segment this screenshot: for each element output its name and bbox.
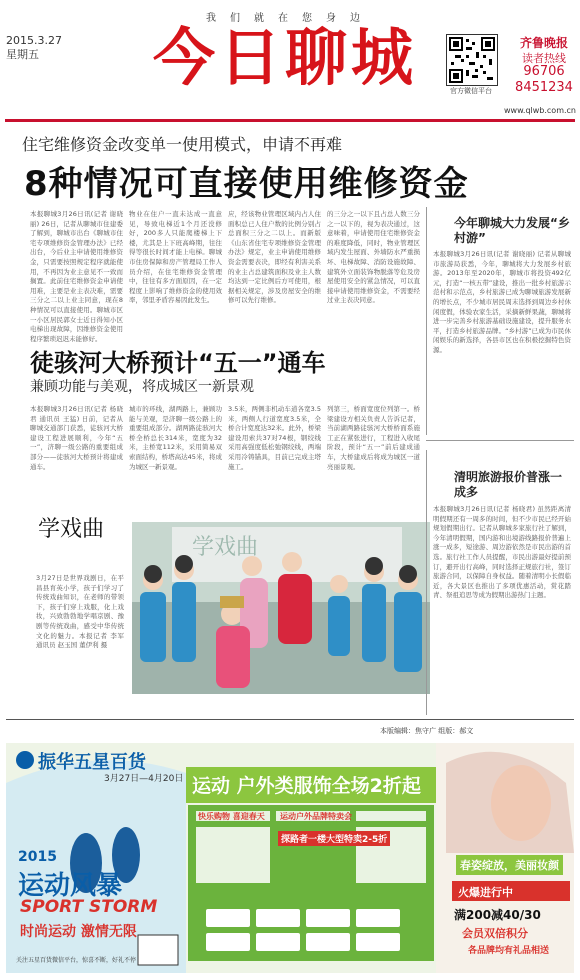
ad-banner: 运动 户外类服饰全场2折起 (192, 775, 421, 797)
story2-column: 列第三，桥面宽度位列第一。桥梁建设方相关负责人告诉记者，当前湖两路徒骇河大桥桥面系施工正在紧张进行，工程进入收尾阶段，预计“五一”前后建成通车，大桥建成后将成为城区一道亮丽景观。 (327, 405, 420, 471)
story1-column: 本报聊城3月26日讯(记者 谢晓丽) 26日，记者从聊城市住建委了解到，聊城市出台《聊城市住宅专项维修资金管理办法》已经出台，今后业主申请使用维修资金，只需要按照规定程序就能使用，不再因为业主意见不一致而搁置。此前住宅维修资金申请使用难，主要是业主表决难，需要三分之二以上业主同意，现在8种情况可以直接使用。聊城市区一小区居民郭女士近日得知小区电梯出现故障，因维修资金使用程序繁琐迟迟未能修好。 (30, 210, 123, 343)
column-divider (426, 207, 427, 435)
story3-caption: 3月27日是世界戏剧日，在平昌县育英小学，孩子们学习了传统戏曲知识，在老师的带领下，孩子们穿上戏服，化上戏妆，兴致勃勃地学唱京剧、豫剧等传统戏曲，感受中华传统文化的魅力。本报记者 李军 通讯员 赵玉国 董伊利 摄 (36, 574, 124, 650)
story1-subhead: 住宅维修资金改变单一使用模式，申请不再难 (22, 135, 343, 154)
ad-points: 会员双倍积分 (462, 927, 528, 940)
story2-headline: 徒骇河大桥预计“五一”通车 (30, 349, 326, 377)
date: 2015.3.27 (6, 34, 62, 47)
qr-caption: 官方微信平台 (450, 87, 492, 95)
story1-headline: 8种情况可直接使用维修资金 (24, 164, 469, 204)
issue-date (6, 34, 62, 62)
story1-column: 的三分之一以下且占总人数三分之一以下的，视为表决通过，这意味着，申请使用住宅维修资金的难度降低，同时，物业管理区域内发生屋面、外墙防水严重损坏、电梯故障、消防设施故障、建筑外立面装饰物脱落等危及房屋使用安全的紧急情况，可以直接申请使用维修资金，不需要经过业主表决同意。 (327, 210, 420, 305)
sidebar-story-title: 今年聊城大力发展“乡村游” (454, 216, 570, 245)
masthead (140, 22, 430, 94)
ad-sub-banner: 快乐购物 喜迎春天 (198, 812, 265, 821)
column-divider (426, 450, 427, 715)
story2-column: 本报聊城3月26日讯(记者 杨晓君 通讯员 王猛) 日前，记者从聊城交通部门获悉，徒骇河大桥建设工程进展顺利，今年“五一”，济聊一级公路的重要组成部分——徒骇河大桥预计将建成通车。 (30, 405, 123, 471)
story1-column: 应，经该物业管理区域内占人住面积总已人住户数的比例分别占总面积三分之二以上。而新版《山东省住宅专项维修资金管理办法》规定，业主申请使用维修资金需要表决，即经有利害关系的业主占总建筑面积及业主人数均达到一定比例后方可使用，根据相关规定，涉及房屋安全的维修可以先行维修。 (228, 210, 321, 305)
slogan: 我们就在您身边 (206, 13, 374, 24)
ad-gift: 各品牌均有礼品相送 (468, 946, 550, 956)
story1-column: 物业在住户一直未达成一直意见，导致电梯近1个月还没修好，200多人只能爬楼梯上下楼，尤其是上下班高峰期，往往得等很长时间才能上电梯。聊城市住房保障和房产管理局工作人员介绍，在住宅维修资金管理中，往往有多方面原因，在一定程度上影响了维修资金的使用效率，邻里矛盾容易因此发生。 (129, 210, 222, 305)
paper-name: 齐鲁晚报 (519, 36, 568, 50)
opera-photo (132, 522, 430, 694)
credits: 本版编辑：焦守广 组版：郝文 (380, 727, 474, 735)
section-divider (426, 440, 574, 441)
ad-hot: 火爆进行中 (458, 886, 513, 899)
ad-year: 2015 (18, 849, 57, 865)
website[interactable]: www.qlwb.com.cn (504, 106, 576, 115)
event-title: 运动风暴 (18, 871, 123, 901)
hotline-phone-2: 8451234 (515, 80, 573, 95)
story3-headline: 学戏曲 (38, 517, 105, 542)
photo-sign-text: 学戏曲 (192, 535, 259, 560)
event-slogan: 时尚运动 激情无限 (20, 924, 137, 940)
promo-dates: 3月27日—4月20日 (104, 774, 184, 784)
story2-column: 3.5米，两侧非机动车道各宽3.5米，两侧人行道宽度3.5米，全桥合计宽度达32米。此外，桥梁建设用索共37对74根，钢绞线采用高强度低松弛钢绞线，两端采用冷铸锚具，目前已完成主塔施工。 (228, 405, 321, 471)
ad-feature: 探路者一楼大型特卖2-5折 (278, 831, 390, 846)
story4-text: 本报聊城3月26日讯(记者 杨晓君) 虽然距离清明假期还有一周多的时间，但不少市民已经开始规划假期出行。记者从聊城多家旅行社了解到，今年清明假期，国内游和出境游线路报价普遍上涨一成多，短途游、周边游依然是市民出游的首选。旅行社工作人员提醒，市民出游最好提前预订，避开出行高峰，同时选择正规旅行社，签订旅游合同，以保障自身权益。随着清明小长假临近，各大景区也推出了多项优惠活动，赏花踏青、祭祖追思等成为假期出游热门主题。 (433, 505, 571, 600)
ad-deal: 满200减40/30 (454, 908, 541, 922)
page-bottom-rule (6, 719, 574, 720)
cosmetics-slogan: 春姿绽放，美丽妆颜 (456, 855, 563, 875)
event-title-en: SPORT STORM (20, 897, 158, 917)
store-logo (16, 751, 34, 769)
masthead-title: 今日聊城 (152, 21, 417, 94)
store-name: 振华五星百货 (38, 752, 146, 773)
qr-code (446, 34, 498, 86)
story4-title: 清明旅游报价普涨一成多 (454, 470, 563, 499)
sidebar-story-text: 本报聊城3月26日讯(记者 谢晓丽) 记者从聊城市旅游局获悉，今年，聊城将大力发展乡村旅游。2013年至2020年，聊城市将投资492亿元，打造“一核五带”建设，推出一批乡村旅游示范村和示范点，乡村旅游已成为聊城旅游发展新的增长点，不少城市居民周末选择到周边乡村休闲度假，体验农家生活，采摘新鲜果蔬，聊城将进一步完善乡村旅游基础设施建设，提升服务水平，打造乡村旅游品牌。“乡村游”已成为市民休闲娱乐的新选择，各县市区也在积极挖掘特色资源。 (433, 250, 571, 354)
weekday: 星期五 (6, 48, 39, 61)
advertisement (6, 743, 574, 973)
header-divider (5, 119, 575, 122)
ad-footer: 关注五星百货微信平台，惊喜不断，好礼不停 (16, 957, 137, 964)
hotline-label: 读者热线 (522, 52, 566, 65)
story2-column: 城市的环线，湖两路上，兼顾功能与美观，是济聊一级公路上的重要组成部分。湖两路徒骇河大桥全桥总长314米，宽度为32米，主桥宽112米，采用简易双索面结构，桥塔高达45米，将成为城区一新景观。 (129, 405, 222, 471)
ad-crossover: 运动户外品牌特卖会 (280, 812, 352, 821)
story2-subhead: 兼顾功能与美观，将成城区一新景观 (30, 379, 254, 395)
hotline-phone-1: 96706 (523, 64, 565, 79)
